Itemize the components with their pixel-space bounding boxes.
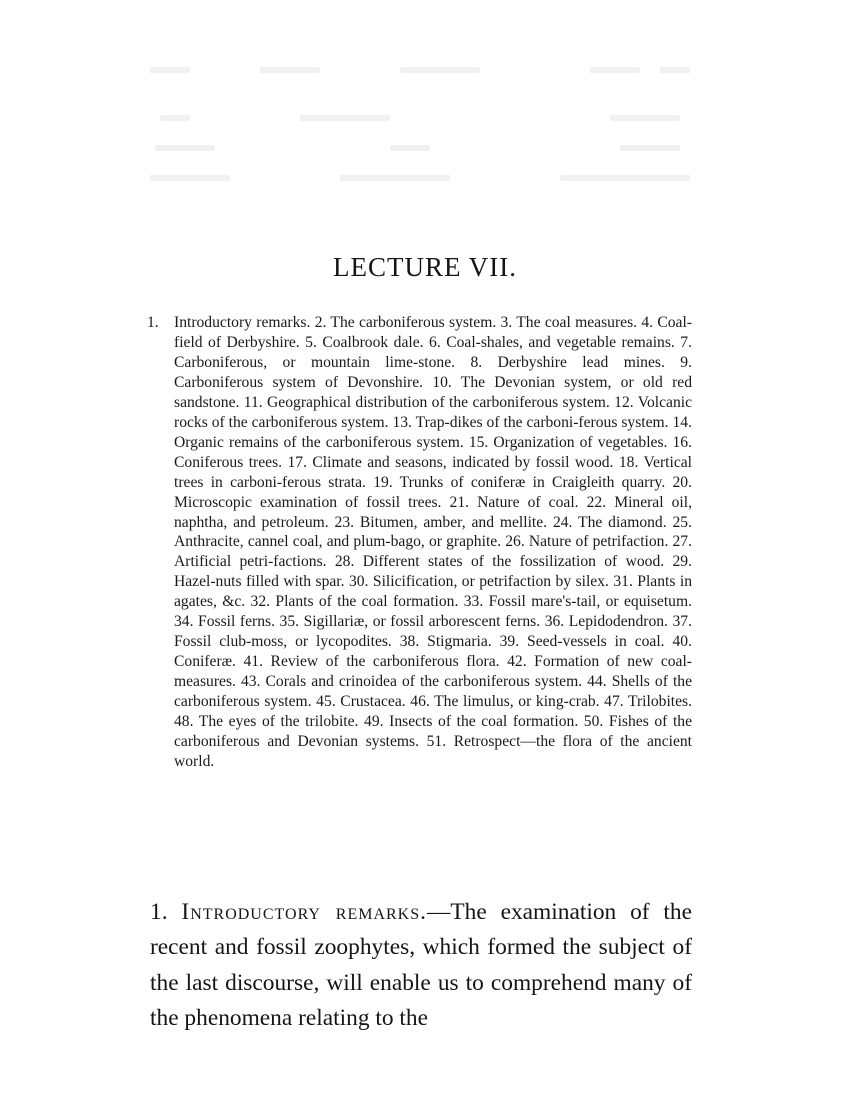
lecture-summary: [147, 313, 692, 772]
section-paragraph: [150, 895, 692, 1036]
show-through-text: [140, 55, 700, 205]
section-dash: —: [426, 899, 451, 925]
summary-text: Introductory remarks. 2. The carboniferous system. 3. The coal measures. 4. Coal-field of Derbyshire. 5. Coalbrook dale. 6. Coal-shales, and vegetable remains. 7. Carboniferous, or mountain lime-stone. 8. Derbyshire lead mines. 9. Carboniferous system of Devonshire. 10. The Devonian system, or old red sandstone. 11. Geographical distribution of the carboniferous system. 12. Volcanic rocks of the carboniferous system. 13. Trap-dikes of the carboni-ferous system. 14. Organic remains of the carboniferous system. 15. Organization of vegetables. 16. Coniferous trees. 17. Climate and seasons, indicated by fossil wood. 18. Vertical trees in carboni-ferous strata. 19. Trunks of coniferæ in Craigleith quarry. 20. Microscopic examination of fossil trees. 21. Nature of coal. 22. Mineral oil, naphtha, and petroleum. 23. Bitumen, amber, and mellite. 24. The diamond. 25. Anthracite, cannel coal, and plum-bago, or graphite. 26. Nature of petrifaction. 27. Artificial petri-factions. 28. Different states of the fossilization of wood. 29. Hazel-nuts filled with spar. 30. Silicification, or petrifaction by silex. 31. Plants in agates, &c. 32. Plants of the coal formation. 33. Fossil mare's-tail, or equisetum. 34. Fossil ferns. 35. Sigillariæ, or fossil arborescent ferns. 36. Lepidodendron. 37. Fossil club-moss, or lycopodites. 38. Stigmaria. 39. Seed-vessels in coal. 40. Coniferæ. 41. Review of the carboniferous flora. 42. Formation of new coal-measures. 43. Corals and crinoidea of the carboniferous system. 44. Shells of the carboniferous system. 45. Crustacea. 46. The limulus, or king-crab. 47. Trilobites. 48. The eyes of the trilobite. 49. Insects of the coal formation. 50. Fishes of the carboniferous and Devonian systems. 51. Retrospect—the flora of the ancient world.: [174, 314, 692, 770]
section-text: The examination of the recent and fossil zoophytes, which formed the subject of the last discourse, will enable us to comprehend many of the phenomena relating to the: [150, 899, 692, 1031]
lecture-heading: LECTURE VII.: [333, 252, 517, 282]
section-number: 1.: [150, 899, 168, 925]
section-title: Introductory remarks.: [181, 899, 427, 925]
summary-number: 1.: [147, 314, 159, 331]
